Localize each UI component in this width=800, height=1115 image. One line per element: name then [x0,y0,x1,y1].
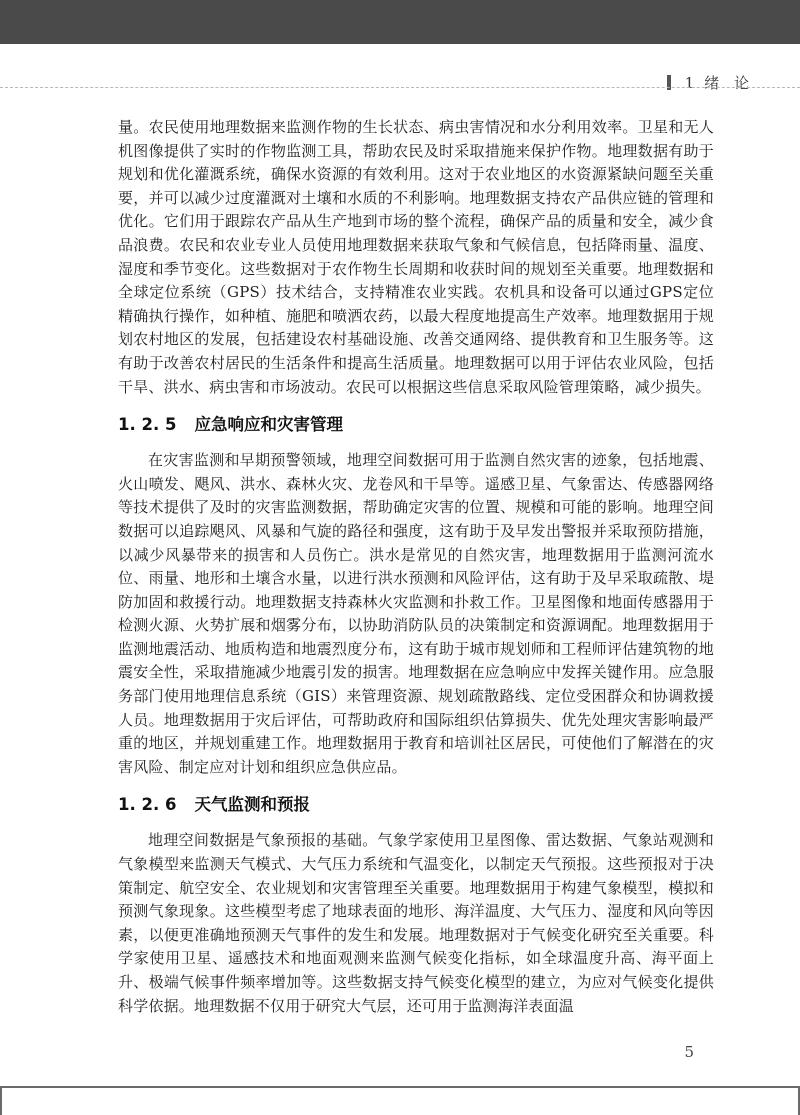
header-dashed-rule [0,87,800,88]
footer-rule [0,1086,800,1088]
running-head [667,72,754,93]
chapter-title: 绪 论 [704,74,754,92]
page-body [118,116,714,1018]
top-dark-band [0,0,800,44]
section-title: 天气监测和预报 [194,795,310,815]
section-heading-weather [118,791,714,815]
section-title: 应急响应和灾害管理 [194,415,343,435]
section-heading-emergency [118,411,714,435]
section-number: 1. 2. 5 [118,415,177,435]
paragraph-weather: 地理空间数据是气象预报的基础。气象学家使用卫星图像、雷达数据、气象站观测和气象模型来监测天气模式、大气压力系统和气温变化，以制定天气预报。这些预报对于决策制定、航空安全、农业规划和灾害管理至关重要。地理数据用于构建气象模型，模拟和预测气象现象。这些模型考虑了地球表面的地形、海洋温度、大气压力、湿度和风向等因素，以便更准确地预测天气事件的发生和发展。地理数据对于气候变化研究至关重要。科学家使用卫星、遥感技术和地面观测来监测气候变化指标，如全球温度升高、海平面上升、极端气候事件频率增加等。这些数据支持气候变化模型的建立，为应对气候变化提供科学依据。地理数据不仅用于研究大气层，还可用于监测海洋表面温 [118,831,714,1015]
chapter-number: 1 [684,73,695,92]
section-number: 1. 2. 6 [118,795,177,815]
paragraph-disaster: 在灾害监测和早期预警领域，地理空间数据可用于监测自然灾害的迹象，包括地震、火山喷发、飓风、洪水、森林火灾、龙卷风和干旱等。遥感卫星、气象雷达、传感器网络等技术提供了及时的灾害监测数据，帮助确定灾害的位置、规模和可能的影响。地理空间数据可以追踪飓风、风暴和气旋的路径和强度，这有助于及早发出警报并采取预防措施，以减少风暴带来的损害和人员伤亡。洪水是常见的自然灾害，地理数据用于监测河流水位、雨量、地形和土壤含水量，以进行洪水预测和风险评估，这有助于及早采取疏散、堤防加固和救援行动。地理数据支持森林火灾监测和扑救工作。卫星图像和地面传感器用于检测火源、火势扩展和烟雾分布，以协助消防队员的决策制定和资源调配。地理数据用于监测地震活动、地质构造和地震烈度分布，这有助于城市规划师和工程师评估建筑物的地震安全性，采取措施减少地震引发的损害。地理数据在应急响应中发挥关键作用。应急服务部门使用地理信息系统（GIS）来管理资源、规划疏散路线、定位受困群众和协调救援人员。地理数据用于灾后评估，可帮助政府和国际组织估算损失、优先处理灾害影响最严重的地区，并规划重建工作。地理数据用于教育和培训社区居民，可使他们了解潜在的灾害风险、制定应对计划和组织应急供应品。 [118,451,714,776]
paragraph-continuation: 量。农民使用地理数据来监测作物的生长状态、病虫害情况和水分利用效率。卫星和无人机图像提供了实时的作物监测工具，帮助农民及时采取措施来保护作物。地理数据有助于规划和优化灌溉系统，确保水资源的有效利用。这对于农业地区的水资源紧缺问题至关重要，并可以减少过度灌溉对土壤和水质的不利影响。地理数据支持农产品供应链的管理和优化。它们用于跟踪农产品从生产地到市场的整个流程，确保产品的质量和安全，减少食品浪费。农民和农业专业人员使用地理数据来获取气象和气候信息，包括降雨量、温度、湿度和季节变化。这些数据对于农作物生长周期和收获时间的规划至关重要。地理数据和全球定位系统（GPS）技术结合，支持精准农业实践。农机具和设备可以通过GPS定位精确执行操作，如种植、施肥和喷洒农药，以最大程度地提高生产效率。地理数据用于规划农村地区的发展，包括建设农村基础设施、改善交通网络、提供教育和卫生服务等。这有助于改善农村居民的生活条件和提高生活质量。地理数据可以用于评估农业风险，包括干旱、洪水、病虫害和市场波动。农民可以根据这些信息采取风险管理策略，减少损失。 [118,118,714,396]
footer-left-tick [0,1086,2,1115]
page-number: 5 [684,1043,694,1061]
